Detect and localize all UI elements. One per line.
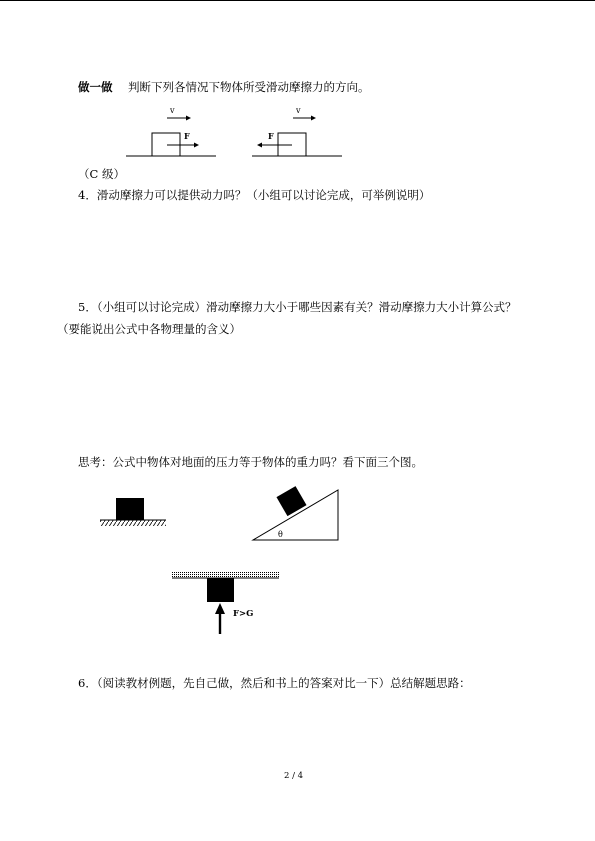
push-arrow-head [215,603,225,614]
level-label: （C 级） [78,167,125,181]
think-prompt: 思考：公式中物体对地面的压力等于物体的重力吗？看下面三个图。 [78,455,423,469]
velocity-arrow-head [186,116,191,121]
ground-hatch [100,520,166,526]
incline-figure [253,486,338,540]
activity-instruction: 判断下列各情况下物体所受滑动摩擦力的方向。 [128,80,370,94]
question-5-line-1: 5．（小组可以讨论完成）滑动摩擦力大小于哪些因素有关？滑动摩擦力大小计算公式？ [78,300,517,314]
ceiling-figure [172,571,279,634]
angle-label: θ [278,530,283,539]
friction-figure-right [252,106,342,156]
question-5-line-2: （要能说出公式中各物理量的含义） [57,322,241,336]
friction-figure-left [126,106,216,156]
force-label: F>G [233,609,254,619]
activity-heading: 做一做 [78,80,113,94]
page-number: 2 / 4 [284,771,304,781]
force-label: F [268,131,274,141]
question-4: 4．滑动摩擦力可以提供动力吗？（小组可以讨论完成，可举例说明） [78,188,431,202]
flat-ground-figure [100,498,166,526]
velocity-label: v [296,106,301,115]
force-arrow-head [194,143,199,148]
velocity-arrow-head [311,116,316,121]
velocity-label: v [170,106,175,115]
question-6: 6．（阅读教材例题，先自己做，然后和书上的答案对比一下）总结解题思路： [78,676,471,690]
block [207,578,234,602]
block [278,133,306,156]
force-label: F [184,131,190,141]
force-arrow-head [257,143,262,148]
ceiling-hatch [172,571,279,577]
block [116,498,144,520]
block [152,133,180,156]
